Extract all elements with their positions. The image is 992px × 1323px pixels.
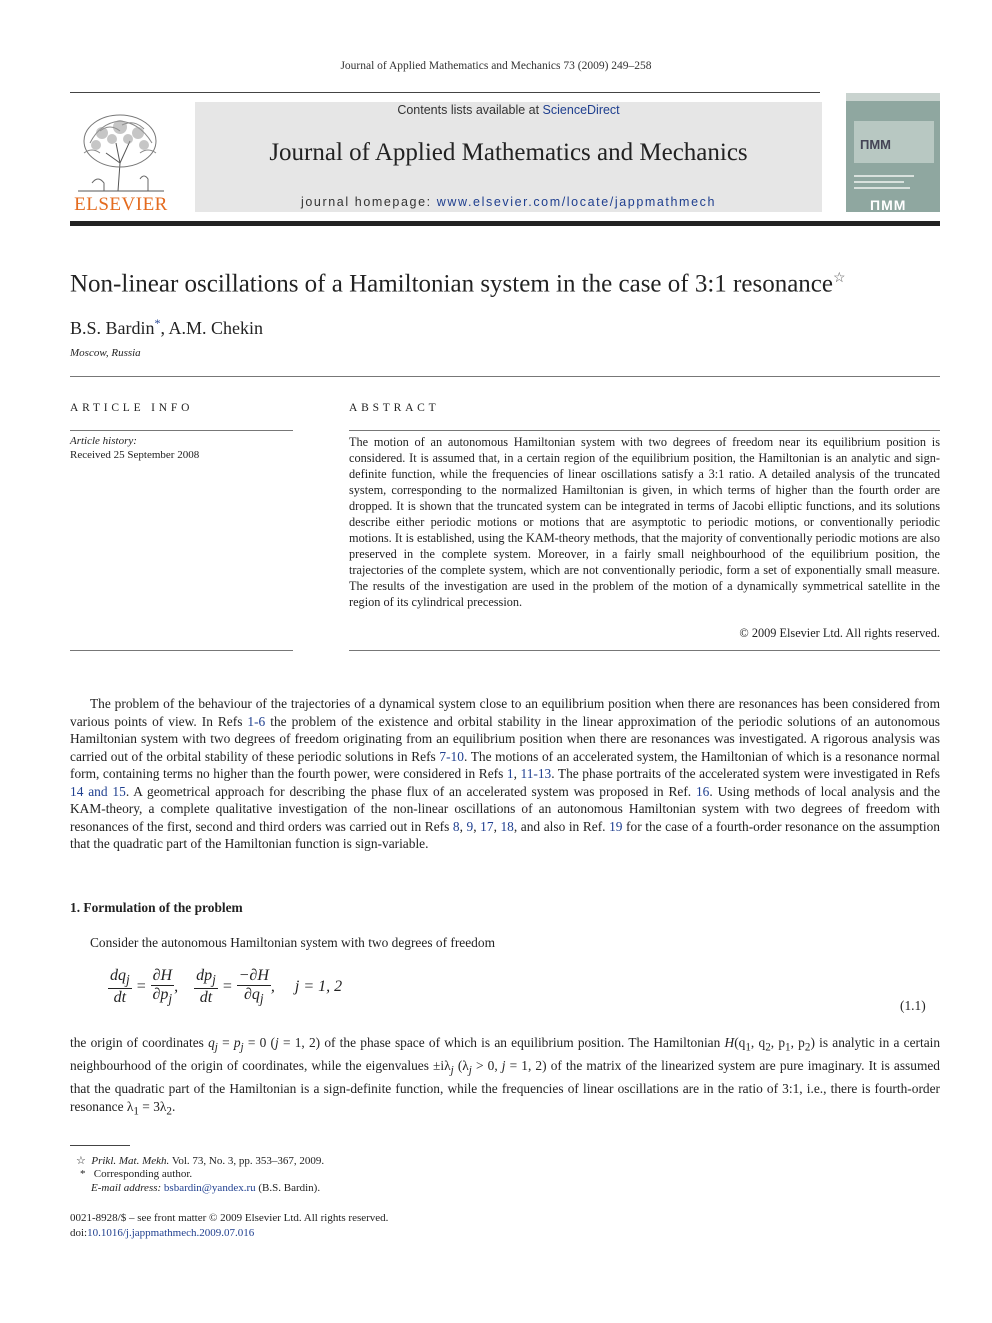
footnote-3 (91, 1182, 320, 1194)
issn-line: 0021-8928/$ – see front matter © 2009 Elsevier Ltd. All rights reserved. (70, 1212, 389, 1224)
authors (70, 316, 263, 339)
ref-link[interactable]: 16 (695, 783, 710, 799)
abstract-bottom-rule (349, 650, 940, 651)
para-text: = 1, 2) of the phase space of which is an equilibrium position. The Hamiltonian (278, 1035, 725, 1050)
article-info-bottom-rule (70, 650, 293, 651)
para-text: = 0 ( (243, 1035, 275, 1050)
abstract-copyright: © 2009 Elsevier Ltd. All rights reserved. (739, 626, 940, 640)
para-text: H (724, 1035, 735, 1050)
ref-link[interactable]: 19 (609, 818, 623, 834)
intro-text: for the case of a fourth-order resonance on the assumption that the quadratic part of the Hamiltonian function is sign-variable. (70, 818, 940, 851)
journal-title: Journal of Applied Mathematics and Mechanics (269, 139, 748, 166)
para-text: > 0, (471, 1058, 502, 1074)
para-text: (λ (453, 1058, 469, 1074)
para-text: 1 (745, 1041, 751, 1054)
abstract-heading: ABSTRACT (349, 402, 440, 414)
affiliation: Moscow, Russia (70, 347, 141, 359)
footnote-1 (76, 1154, 324, 1167)
para-text: = 3λ (138, 1098, 167, 1114)
author-1: B.S. Bardin (70, 318, 155, 338)
intro-text: The problem of the behaviour of the trajectories of a dynamical system close to an equilibrium position when there are resonances has been considered from various points of view. In Refs (70, 696, 940, 729)
footnote-mark: ☆ (76, 1155, 86, 1167)
intro-text: , (459, 818, 467, 834)
article-history-label: Article history: (70, 435, 137, 447)
ref-link[interactable]: 14 and 15 (70, 783, 126, 799)
ref-link[interactable]: 11-13 (520, 766, 552, 781)
para-text: 1 (133, 1105, 139, 1118)
contents-line (195, 103, 822, 117)
doi-line (70, 1227, 254, 1239)
para-text: . (171, 1098, 176, 1114)
para-text: ) is analytic in a certain neighbourhood of the origin of coordinates, while the eigenvalues ±iλ (70, 1035, 941, 1074)
intro-text: , (493, 818, 501, 834)
article-info-rule (70, 430, 293, 431)
running-head: Journal of Applied Mathematics and Mechanics 73 (2009) 249–258 (340, 60, 652, 72)
ref-link[interactable]: 1 (506, 766, 514, 781)
section-1-intro: Consider the autonomous Hamiltonian system with two degrees of freedom (90, 935, 495, 950)
intro-text: , (473, 818, 481, 834)
top-rule (70, 92, 820, 93)
corresponding-author-mark[interactable]: * (154, 316, 161, 330)
received-date: Received 25 September 2008 (70, 449, 200, 461)
email-label: E-mail address: (91, 1182, 162, 1194)
para-text: j (275, 1035, 279, 1050)
masthead-thick-rule (70, 221, 940, 226)
contents-prefix: Contents lists available at (397, 103, 543, 117)
abstract-text: The motion of an autonomous Hamiltonian system with two degrees of freedom near its equilibrium position is considered. It is assumed that, in a certain region of the equilibrium position, the Hamiltonian is an analytic and sign-definite function, while the frequencies of linear oscillations satisfy a 3:1 ratio. A detailed analysis of the truncated system, corresponding to the normalized Hamiltonian is given, in which terms of higher than the fourth order are dropped. It is shown that the truncated system can be integrated in terms of Jacobi elliptic functions, and its solutions describe either periodic motions or motions that are asymptotic to periodic motions, or conventionally periodic motions. It is established, using the KAM-theory methods, that the majority of conventionally periodic motions are also preserved in the complete system. Moreover, in a fairly small neighbourhood of the equilibrium position, the trajectories of the complete system, which are not conventionally periodic, form a set of exponentially small measure. The results of the investigation are used in the problem of the motion of a dynamically symmetrical satellite in the region of its cylindrical precession. (349, 435, 940, 609)
ref-link[interactable]: 17 (480, 818, 494, 834)
para-text: j (240, 1041, 244, 1054)
para-text: 2 (804, 1041, 811, 1054)
para-text: = (217, 1035, 234, 1050)
intro-text: the problem of the existence and orbital stability in the linear approximation of the periodic solutions of an autonomous Hamiltonian system with two degrees of freedom originating from an equilibrium position when there are resonances was investigated. A rigorous analysis was carried out of the orbital stability of these periodic solutions in Refs (70, 713, 940, 764)
para-text: 1 (785, 1041, 791, 1054)
para-text: j (501, 1058, 506, 1074)
para-text: , p (770, 1035, 786, 1050)
ref-link[interactable]: 9 (466, 818, 474, 834)
footnote-2 (80, 1168, 192, 1180)
para-text: , p (790, 1035, 805, 1050)
homepage-link[interactable]: www.elsevier.com/locate/jappmathmech (436, 195, 717, 209)
article-info-heading: ARTICLE INFO (70, 402, 194, 414)
doi-link[interactable]: 10.1016/j.jappmathmech.2009.07.016 (87, 1227, 255, 1239)
equation-number: (1.1) (900, 998, 926, 1013)
para-text: p (233, 1035, 241, 1050)
ref-link[interactable]: 1-6 (247, 713, 266, 729)
sciencedirect-link[interactable]: ScienceDirect (542, 103, 620, 117)
intro-paragraph (70, 695, 940, 853)
intro-text: . Using methods of local analysis and the KAM-theory, a complete qualitative investigation of the non-linear oscillations of an autonomous Hamiltonian system with two degrees of freedom with resonances of the first, second and third orders was carried out in Refs (70, 783, 941, 834)
footnote-source: Prikl. Mat. Mekh. (91, 1155, 170, 1167)
section-1-paragraph (70, 1034, 940, 1121)
para-text: , q (750, 1035, 766, 1050)
footnote-mark: * (80, 1168, 86, 1180)
footnote-rule (70, 1145, 130, 1146)
para-text: (q (734, 1035, 746, 1050)
author-separator: , (160, 318, 169, 338)
intro-text: . The phase portraits of the accelerated system were investigated in Refs (551, 766, 940, 781)
author-2: A.M. Chekin (168, 318, 264, 338)
homepage-prefix: journal homepage: (300, 195, 437, 209)
intro-text: , (513, 766, 521, 781)
para-text: 2 (765, 1041, 771, 1054)
para-text: j (468, 1064, 472, 1077)
para-text: j (450, 1064, 454, 1077)
homepage-line (195, 195, 822, 209)
email-link[interactable]: bsbardin@yandex.ru (163, 1182, 256, 1194)
para-text: = 1, 2) of the matrix of the linearized system are pure imaginary. It is assumed that the quadratic part of the Hamiltonian is a sign-definite function, while the frequencies of linear oscillations are in the ratio of 3:1, i.e., there is fourth-order resonance λ (70, 1058, 941, 1114)
abstract-rule (349, 430, 940, 431)
ref-link[interactable]: 7-10 (439, 748, 464, 764)
elsevier-wordmark: ELSEVIER (74, 194, 168, 215)
para-text: 2 (166, 1105, 172, 1118)
footnote-text: Corresponding author. (93, 1168, 193, 1180)
section-1-heading: 1. Formulation of the problem (70, 900, 243, 915)
title-footnote-mark[interactable]: ☆ (832, 271, 846, 286)
article-title-text: Non-linear oscillations of a Hamiltonian system in the case of 3:1 resonance (70, 270, 833, 298)
ref-link[interactable]: 18 (500, 818, 514, 834)
intro-text: . The motions of an accelerated system, the Hamiltonian of which is a resonance normal form, containing terms no higher than the fourth power, were considered in Refs (70, 748, 940, 781)
footnote-text: Vol. 73, No. 3, pp. 353–367, 2009. (169, 1155, 325, 1167)
intro-text: . A geometrical approach for describing the phase flux of an accelerated system was proposed in Ref. (125, 783, 696, 799)
ref-link[interactable]: 8 (452, 818, 460, 834)
intro-text: , and also in Ref. (513, 818, 610, 834)
title-rule (70, 376, 940, 377)
cover-abbrev: ПММ (870, 197, 907, 212)
article-title (70, 270, 846, 298)
doi-prefix: doi: (70, 1227, 88, 1239)
footnote-text: (B.S. Bardin). (255, 1182, 321, 1194)
journal-cover: ПММ ПММ (846, 93, 940, 212)
equation-1-1: $\frac{dq_j}{dt}$ = $\frac{\partial H}{\partial p_j}$ , $\frac{dp_j}{dt}$ = $\frac{-\partial H}{\partial q_j}$ , j = 1, 2 (110, 967, 343, 1007)
para-text: q (208, 1035, 215, 1050)
para-text: the origin of coordinates (70, 1035, 209, 1050)
para-text: j (214, 1041, 218, 1054)
